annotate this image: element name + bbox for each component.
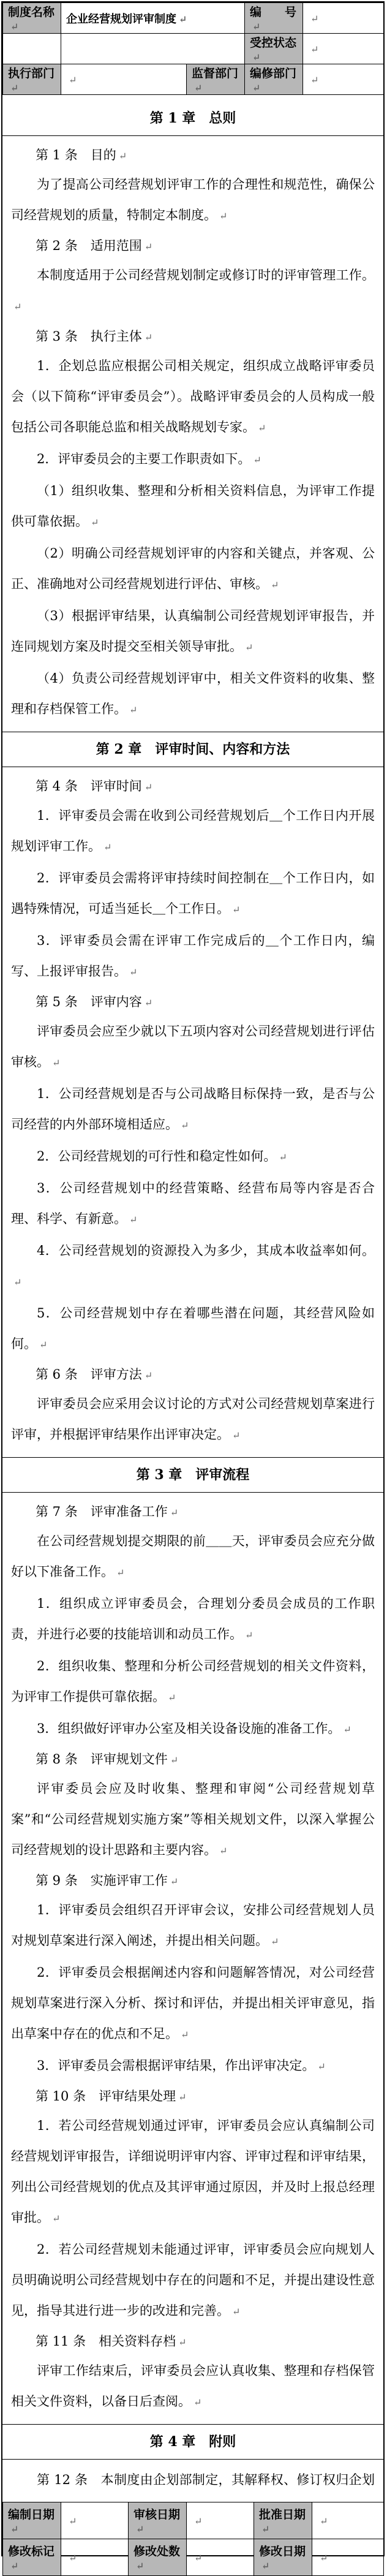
paragraph: 2．评审委员会需将评审持续时间控制在＿个工作日内，如遇特殊情况，可适当延长＿个工作日。 ↵ bbox=[11, 871, 375, 916]
article-heading: 第 7 条 评审准备工作 ↵ bbox=[36, 1504, 179, 1519]
chapter-heading: 第 2 章 评审时间、内容和方法 bbox=[2, 732, 383, 767]
paragraph: 2．评审委员会的主要工作职责如下。 ↵ bbox=[37, 452, 261, 466]
paragraph: 1．若公司经营规划通过评审，评审委员会应认真编制公司经营规划评审报告，详细说明评审内容、评审过程和评审结果，列出公司经营规划的优点及其评审通过原因，并及时上报总经理审批。 ↵ bbox=[11, 2118, 375, 2225]
article-heading: 第 8 条 评审规划文件 ↵ bbox=[36, 1752, 179, 1767]
compile-date-label: 编制日期↵ bbox=[3, 2502, 61, 2539]
blank-cell bbox=[61, 34, 245, 64]
article-heading: 第 1 条 目的 ↵ bbox=[36, 148, 127, 162]
article-heading: 第 6 条 评审方法 ↵ bbox=[36, 1367, 153, 1382]
paragraph: 在公司经营规划提交期限的前＿＿天，评审委员会应充分做好以下准备工作。 ↵ bbox=[11, 1534, 375, 1579]
supervise-dept-label: 监督部门↵ bbox=[187, 64, 245, 95]
article-heading: 第 5 条 评审内容 ↵ bbox=[36, 994, 153, 1009]
revision-count-label: 修改处数↵ bbox=[129, 2539, 187, 2576]
system-name-label: 制度名称↵ bbox=[3, 3, 61, 34]
article-heading: 第 4 条 评审时间 ↵ bbox=[36, 779, 153, 794]
article-heading: 第 10 条 评审结果处理 ↵ bbox=[36, 2089, 187, 2104]
chapter-heading: 第 1 章 总则 bbox=[2, 101, 383, 136]
article-heading: 第 9 条 实施评审工作 ↵ bbox=[36, 1873, 179, 1888]
revision-count-value: ↵ bbox=[187, 2539, 254, 2576]
paragraph: 2．若公司经营规划未能通过评审，评审委员会应向规划人员明确说明公司经营规划中存在的问题和不足，并提出建设性意见，指导其进行进一步的改进和完善。 ↵ bbox=[11, 2242, 375, 2318]
exec-dept-value: ↵ bbox=[61, 64, 187, 95]
controlled-label: 受控状态↵ bbox=[245, 34, 303, 64]
paragraph: 1．评审委员会组织召开评审会议，安排公司经营规划人员对规划草案进行深入阐述，并提出相关问题。 ↵ bbox=[11, 1903, 375, 1948]
approve-date-label: 批准日期↵ bbox=[254, 2502, 312, 2539]
blank-cell bbox=[3, 34, 61, 64]
revision-mark-value: ↵ bbox=[61, 2539, 129, 2576]
paragraph: 4．公司经营规划的资源投入为多少，其成本收益率如何。↵ bbox=[13, 1243, 375, 1288]
paragraph: （3）根据评审结果，认真编制公司经营规划评审报告，并连同规划方案及时提交至相关领导审批。 ↵ bbox=[11, 608, 375, 654]
paragraph: 3．公司经营规划中的经营策略、经营布局等内容是否合理、科学、有新意。 ↵ bbox=[11, 1181, 375, 1226]
revision-mark-label: 修改标记↵ bbox=[3, 2539, 61, 2576]
article-heading: 第 3 条 执行主体 ↵ bbox=[36, 329, 153, 344]
exec-dept-label: 执行部门↵ bbox=[3, 64, 61, 95]
chapter-heading: 第 4 章 附则 bbox=[2, 2424, 383, 2460]
paragraph: （4）负责公司经营规划评审中，相关文件资料的收集、整理和存档保管工作。 ↵ bbox=[11, 671, 375, 716]
review-date-value: ↵ bbox=[187, 2502, 254, 2539]
revision-date-label: 修改日期↵ bbox=[254, 2539, 312, 2576]
header-table bbox=[2, 2, 384, 95]
chapter-heading: 第 3 章 评审流程 bbox=[2, 1457, 383, 1493]
article-heading: 第 2 条 适用范围 ↵ bbox=[36, 238, 153, 253]
paragraph: 2．公司经营规划的可行性和稳定性如何。 ↵ bbox=[37, 1149, 287, 1164]
paragraph: 第 12 条 本制度由企划部制定，其解释权、修订权归企划 bbox=[37, 2472, 375, 2487]
paragraph: 评审工作结束后，评审委员会应认真收集、整理和存档保管相关文件资料，以备日后查阅。 ↵ bbox=[11, 2363, 375, 2409]
number-value: ↵ bbox=[303, 3, 384, 34]
paragraph: 1．评审委员会需在收到公司经营规划后＿个工作日内开展规划评审工作。 ↵ bbox=[11, 808, 375, 854]
controlled-value: ↵ bbox=[303, 34, 384, 64]
paragraph: 2．组织收集、整理和分析公司经营规划的相关文件资料，为评审工作提供可靠依据。 ↵ bbox=[11, 1659, 375, 1704]
paragraph: 2．评审委员会根据阐述内容和问题解答情况，对公司经营规划草案进行深入分析、探讨和评估，并提出相关评审意见，指出草案中存在的优点和不足。 ↵ bbox=[11, 1965, 375, 2041]
paragraph: 3．组织做好评审办公室及相关设备设施的准备工作。 ↵ bbox=[37, 1721, 351, 1736]
system-name-value: 企业经营规划评审制度 ↵ bbox=[61, 3, 245, 34]
document-body bbox=[2, 95, 383, 2502]
paragraph: 1．企划总监应根据公司相关规定，组织成立战略评审委员会（以下简称“评审委员会”）。战略评审委员会的人员构成一般包括公司各职能总监和相关战略规划专家。 ↵ bbox=[11, 358, 375, 434]
footer-table-wrap bbox=[2, 2502, 383, 2576]
article-heading: 第 11 条 相关资料存档 ↵ bbox=[36, 2334, 187, 2349]
approve-date-value: ↵ bbox=[312, 2502, 384, 2539]
paragraph: 为了提高公司经营规划评审工作的合理性和规范性，确保公司经营规划的质量，特制定本制度。 ↵ bbox=[11, 177, 375, 222]
paragraph: （1）组织收集、整理和分析相关资料信息，为评审工作提供可靠依据。 ↵ bbox=[11, 483, 375, 529]
paragraph: 本制度适用于公司经营规划制定或修订时的评审管理工作。↵ bbox=[13, 268, 375, 313]
revise-dept-value: ↵ bbox=[303, 64, 384, 95]
paragraph: 评审委员会应及时收集、整理和审阅“公司经营规划草案”和“公司经营规划实施方案”等相关规划文件，以深入掌握公司经营规划的设计思路和主要内容。 ↵ bbox=[11, 1781, 375, 1857]
paragraph: 1．组织成立评审委员会，合理划分委员会成员的工作职责，并进行必要的技能培训和动员工作。 ↵ bbox=[11, 1596, 375, 1642]
paragraph: 评审委员会应采用会议讨论的方式对公司经营规划草案进行评审，并根据评审结果作出评审决定。 ↵ bbox=[11, 1396, 375, 1442]
paragraph: （2）明确公司经营规划评审的内容和关键点，并客观、公正、准确地对公司经营规划进行评估、审核。 ↵ bbox=[11, 546, 375, 591]
paragraph: 1．公司经营规划是否与公司战略目标保持一致，是否与公司经营的内外部环境相适应。 ↵ bbox=[11, 1086, 375, 1132]
document-frame bbox=[1, 1, 385, 2572]
number-label: 编 号↵ bbox=[245, 3, 303, 34]
paragraph: 评审委员会应至少就以下五项内容对公司经营规划进行评估审核。 ↵ bbox=[11, 1024, 375, 1069]
review-date-label: 审核日期↵ bbox=[129, 2502, 187, 2539]
revision-date-value: ↵ bbox=[312, 2539, 384, 2576]
footer-table bbox=[2, 2502, 384, 2576]
paragraph: 3．评审委员会需在评审工作完成后的＿个工作日内，编写、上报评审报告。 ↵ bbox=[11, 933, 375, 979]
revise-dept-label: 编修部门↵ bbox=[245, 64, 303, 95]
paragraph: 5．公司经营规划中存在着哪些潜在问题，其经营风险如何。 ↵ bbox=[11, 1306, 375, 1351]
compile-date-value: ↵ bbox=[61, 2502, 129, 2539]
paragraph: 3．评审委员会需根据评审结果，作出评审决定。 ↵ bbox=[37, 2058, 326, 2073]
